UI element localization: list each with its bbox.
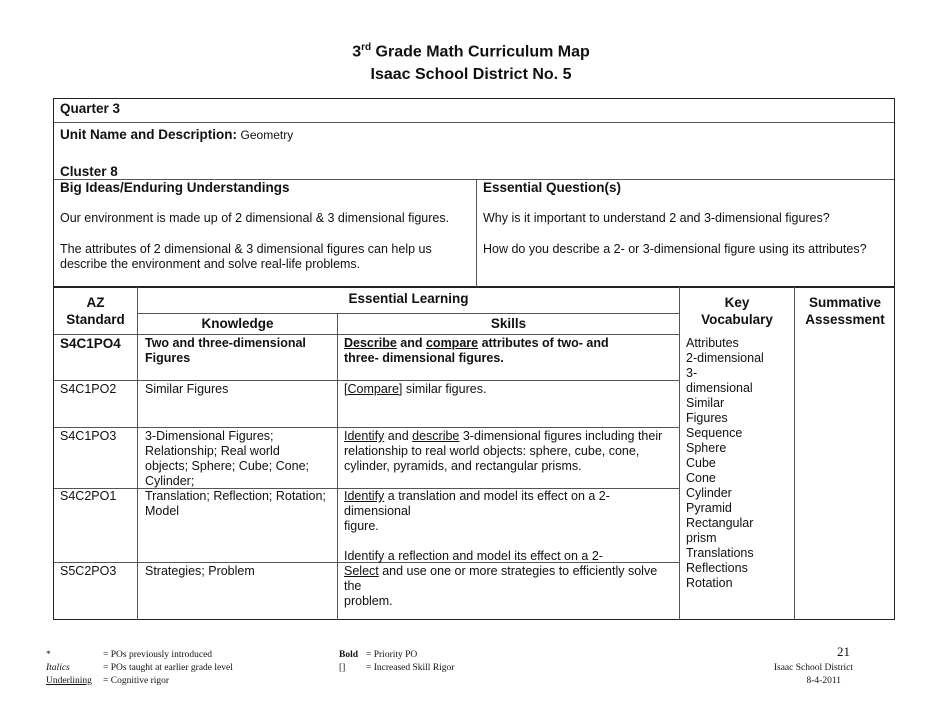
vocabulary-item: dimensional <box>686 381 753 395</box>
vocabulary-item: Attributes <box>686 336 739 350</box>
row-skills-line: problem. <box>344 594 393 608</box>
row-skills-line: figure. <box>344 519 379 533</box>
big-ideas-p2-line2: describe the environment and solve real-life problems. <box>60 257 361 271</box>
title-prefix: 3 <box>352 43 362 61</box>
header-standard: Standard <box>66 312 125 327</box>
row-knowledge-line: Figures <box>145 351 191 365</box>
skill-text: ] similar figures. <box>398 382 487 396</box>
skill-text: attributes of two- and <box>478 336 609 350</box>
skill-verb: Identify <box>344 429 385 443</box>
row-standard: S5C2PO3 <box>60 564 117 578</box>
footer-value: = Increased Skill Rigor <box>366 663 455 673</box>
header-assessment: Assessment <box>805 312 885 327</box>
row-standard: S4C1PO4 <box>60 336 121 351</box>
vocabulary-item: Reflections <box>686 561 748 575</box>
vocabulary-item: Cone <box>686 471 716 485</box>
row-skills-line <box>344 429 662 444</box>
divider <box>54 334 679 335</box>
row-knowledge-line: Similar Figures <box>145 382 229 396</box>
row-knowledge-line: Translation; Reflection; Rotation; <box>145 489 326 503</box>
footer-value: = Cognitive rigor <box>103 676 170 686</box>
divider <box>138 313 679 314</box>
row-skills-line: dimensional <box>344 504 411 518</box>
vocabulary-item: Translations <box>686 546 754 560</box>
quarter-label: Quarter 3 <box>60 101 121 116</box>
vocabulary-item: prism <box>686 531 717 545</box>
row-skills-line: three- dimensional figures. <box>344 351 504 365</box>
unit-name <box>60 127 293 143</box>
row-skills-line: Identify a reflection and model its effect on a 2- <box>344 549 603 563</box>
row-knowledge-line: Two and three-dimensional <box>145 336 306 350</box>
row-standard: S4C1PO3 <box>60 429 117 443</box>
skill-text: [ <box>344 382 348 396</box>
divider <box>679 287 680 620</box>
skill-text: and <box>384 429 413 443</box>
vocabulary-item: Cylinder <box>686 486 732 500</box>
vocabulary-item: 2-dimensional <box>686 351 764 365</box>
row-knowledge-line: Relationship; Real world <box>145 444 280 458</box>
footer-key-bold: Bold <box>339 650 359 660</box>
skill-verb: Identify <box>344 489 385 503</box>
row-knowledge-line: objects; Sphere; Cube; Cone; <box>145 459 309 473</box>
vocabulary-list <box>686 336 764 591</box>
row-skills-line <box>344 336 609 351</box>
header-essential-learning: Essential Learning <box>348 291 469 306</box>
footer-value: = POs taught at earlier grade level <box>103 663 233 673</box>
footer-value: = POs previously introduced <box>103 650 213 660</box>
vocabulary-item: Rectangular <box>686 516 754 530</box>
big-ideas-heading: Big Ideas/Enduring Understandings <box>60 180 290 195</box>
essential-question-1: Why is it important to understand 2 and 3-dimensional figures? <box>483 211 830 225</box>
vocabulary-item: Cube <box>686 456 716 470</box>
skill-verb: Describe <box>344 336 397 350</box>
row-skills-line <box>344 489 610 504</box>
row-knowledge-line: 3-Dimensional Figures; <box>145 429 274 443</box>
header-skills: Skills <box>490 316 527 331</box>
row-skills-line <box>344 382 486 397</box>
essential-question-2: How do you describe a 2- or 3-dimensional figure using its attributes? <box>483 242 867 256</box>
footer-key-underlining: Underlining <box>46 676 92 686</box>
unit-name-value: Geometry <box>240 128 294 142</box>
header-az: AZ <box>86 295 105 310</box>
skill-text: 3-dimensional figures including their <box>459 429 663 443</box>
row-skills-line: relationship to real world objects: sphere, cube, cone, <box>344 444 640 458</box>
row-knowledge-line: Cylinder; <box>145 474 195 488</box>
divider <box>476 179 477 287</box>
divider <box>54 380 679 381</box>
essential-questions-heading: Essential Question(s) <box>483 180 622 195</box>
header-vocabulary: Vocabulary <box>701 312 773 327</box>
skill-text: and <box>396 336 426 350</box>
skill-verb: Compare <box>347 382 399 396</box>
footer-value: = Priority PO <box>366 650 418 660</box>
row-standard: S4C2PO1 <box>60 489 117 503</box>
vocabulary-item: Sphere <box>686 441 727 455</box>
page-number: 21 <box>837 644 850 659</box>
unit-name-label: Unit Name and Description: <box>60 127 238 142</box>
row-standard: S4C1PO2 <box>60 382 117 396</box>
divider <box>54 427 679 428</box>
header-key: Key <box>724 295 750 310</box>
skill-text: a translation and model its effect on a 2- <box>384 489 610 503</box>
skill-verb: compare <box>425 336 479 350</box>
footer-district: Isaac School District <box>773 663 853 673</box>
footer-date: 8-4-2011 <box>806 676 841 686</box>
header-knowledge: Knowledge <box>201 316 274 331</box>
big-ideas-p1: Our environment is made up of 2 dimensional & 3 dimensional figures. <box>60 211 450 225</box>
vocabulary-item: Pyramid <box>686 501 732 515</box>
divider <box>337 313 338 620</box>
skill-text: and use one or more strategies to efficiently solve <box>378 564 658 578</box>
cluster-label: Cluster 8 <box>60 164 118 179</box>
skill-verb: describe <box>412 429 460 443</box>
vocabulary-item: Similar <box>686 396 725 410</box>
row-knowledge-line: Strategies; Problem <box>145 564 255 578</box>
page-title <box>0 42 942 61</box>
title-superscript: rd <box>361 42 372 53</box>
vocabulary-item: 3- <box>686 366 698 380</box>
row-skills-line <box>344 564 657 579</box>
footer-key-brackets: [] <box>339 663 346 673</box>
divider <box>794 287 795 620</box>
footer-key-italics: Italics <box>46 663 70 673</box>
vocabulary-item: Sequence <box>686 426 743 440</box>
big-ideas-p2-line1: The attributes of 2 dimensional & 3 dimensional figures can help us <box>60 242 432 256</box>
vocabulary-item: Figures <box>686 411 728 425</box>
footer-key-asterisk: * <box>46 650 51 660</box>
row-knowledge-line: Model <box>145 504 180 518</box>
vocabulary-item: Rotation <box>686 576 733 590</box>
skill-verb: Select <box>344 564 379 578</box>
divider <box>137 287 138 620</box>
row-skills-line: the <box>344 579 362 593</box>
header-summative: Summative <box>808 295 882 310</box>
divider <box>54 122 894 123</box>
district-title: Isaac School District No. 5 <box>370 66 572 83</box>
row-skills-line: cylinder, pyramids, and rectangular prisms. <box>344 459 582 473</box>
title-rest: Grade Math Curriculum Map <box>371 43 590 61</box>
